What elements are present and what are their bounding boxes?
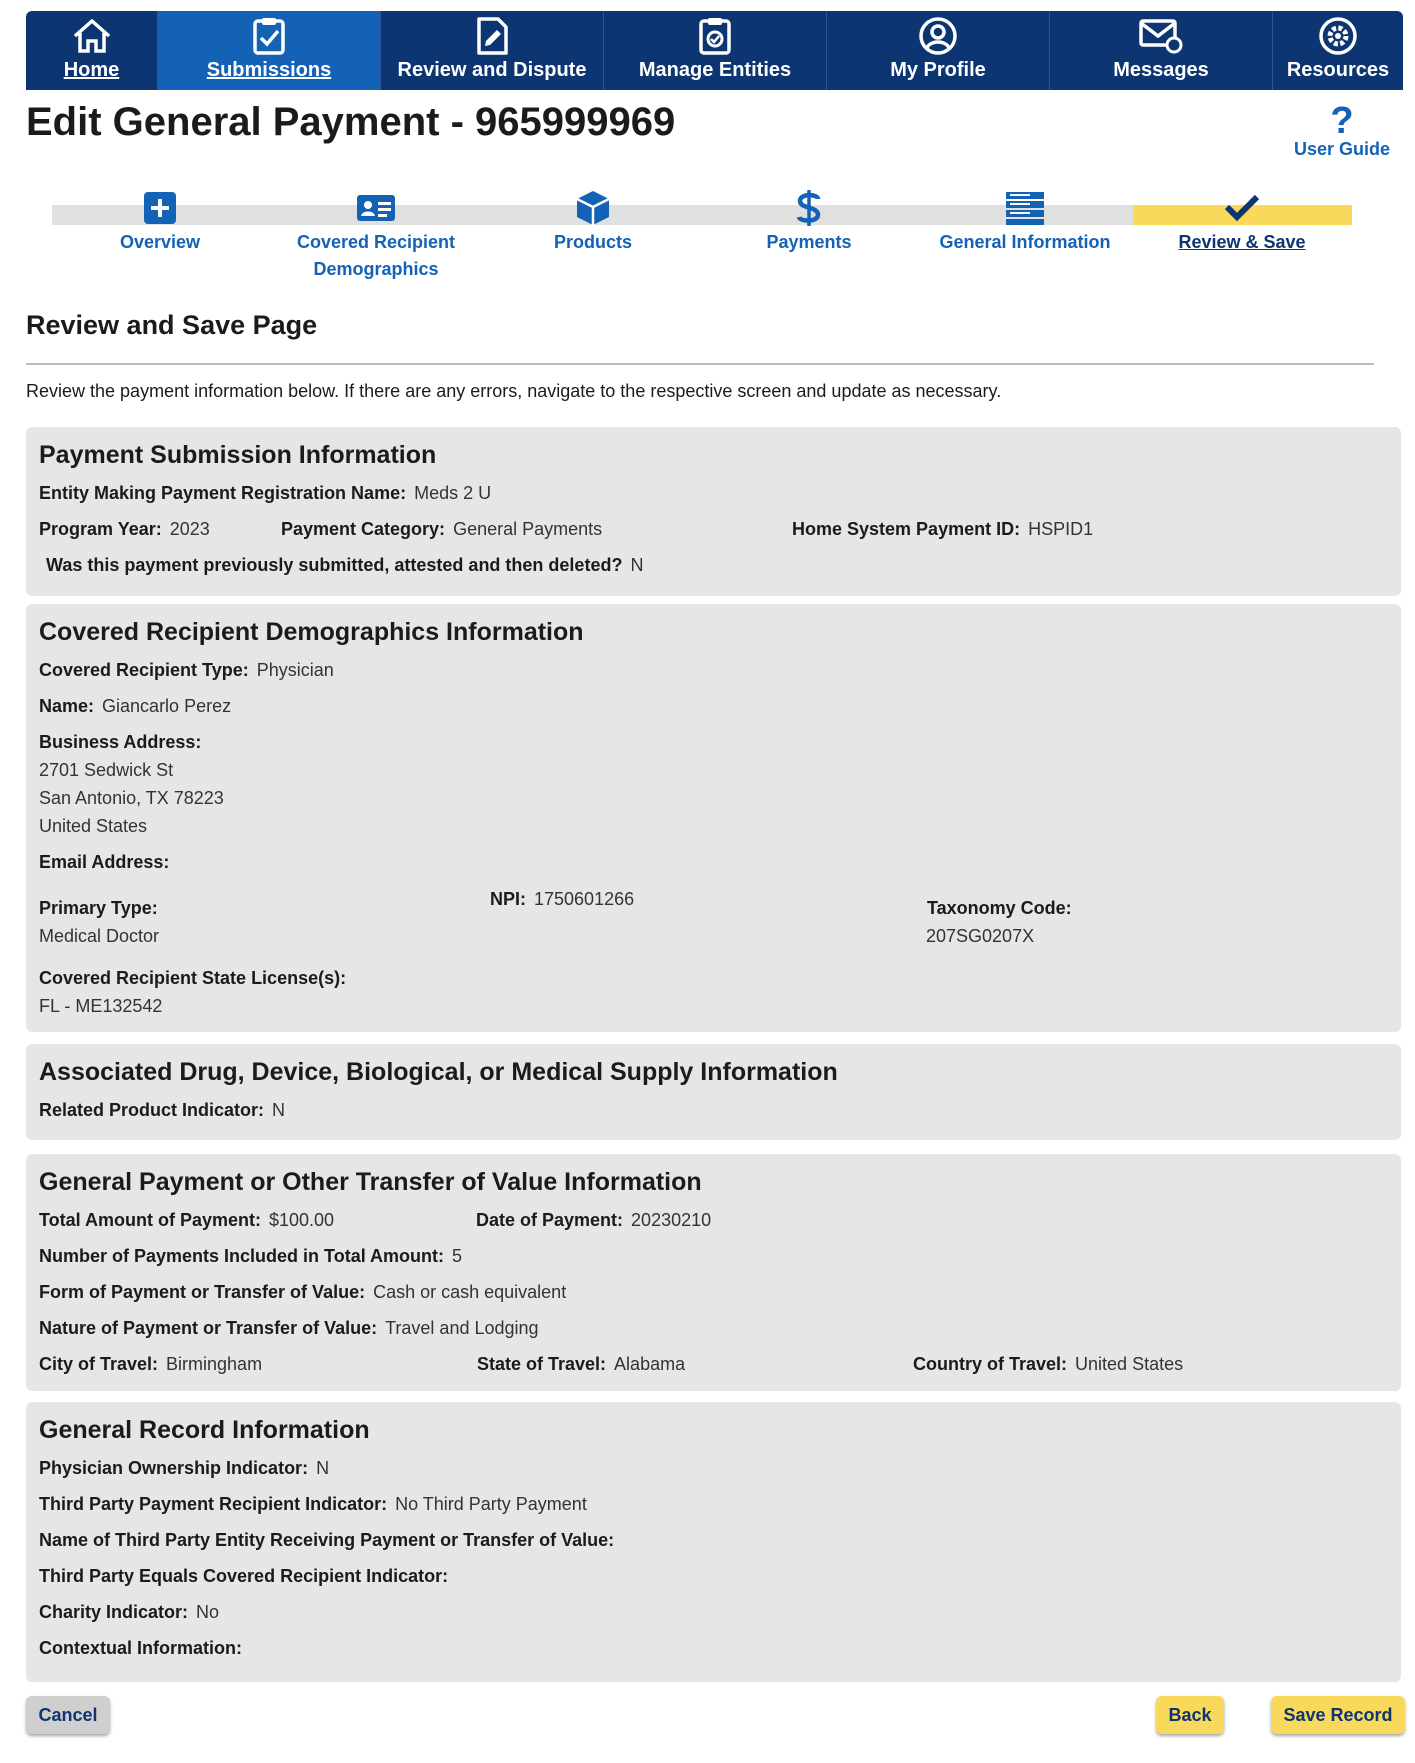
general-payment-heading: General Payment or Other Transfer of Value Information [39, 1168, 702, 1196]
home-icon [69, 16, 115, 56]
nav-manage-entities-label: Manage Entities [638, 59, 792, 81]
divider [26, 363, 1374, 365]
related-product-field: Related Product Indicator: N [39, 1100, 286, 1120]
recipient-name-field: Name: Giancarlo Perez [39, 696, 232, 716]
step-general-info[interactable] [920, 187, 1130, 256]
step-payments[interactable] [704, 187, 914, 256]
plus-square-icon [55, 187, 265, 229]
cancel-button[interactable]: Cancel [26, 1696, 110, 1734]
step-products[interactable] [488, 187, 698, 256]
demographics-heading: Covered Recipient Demographics Information [39, 618, 584, 646]
back-button[interactable]: Back [1156, 1696, 1224, 1734]
nav-my-profile-label: My Profile [890, 59, 986, 81]
payment-form-field: Form of Payment or Transfer of Value: Cash or cash equivalent [39, 1282, 567, 1302]
nav-manage-entities[interactable] [604, 11, 827, 90]
third-party-equals-label: Third Party Equals Covered Recipient Indicator: [39, 1566, 449, 1586]
document-edit-icon [469, 16, 515, 56]
step-demographics[interactable] [271, 187, 481, 283]
intro-text: Review the payment information below. If there are any errors, navigate to the respective screen and update as necessary. [26, 381, 1002, 401]
nav-resources[interactable] [1273, 11, 1403, 90]
nav-home-label: Home [63, 59, 120, 81]
address-line-1: 2701 Sedwick St [39, 760, 174, 780]
previously-deleted-field: Was this payment previously submitted, attested and then deleted? N [46, 555, 644, 575]
primary-type-label: Primary Type: [39, 898, 158, 918]
npi-field: NPI: 1750601266 [490, 889, 635, 909]
nav-my-profile[interactable] [827, 11, 1050, 90]
home-system-id-field: Home System Payment ID: HSPID1 [792, 519, 1094, 539]
checkmark-icon [1137, 187, 1347, 229]
general-record-panel [26, 1402, 1401, 1682]
nav-resources-label: Resources [1286, 59, 1390, 81]
ownership-field: Physician Ownership Indicator: N [39, 1458, 330, 1478]
third-party-field: Third Party Payment Recipient Indicator: No Third Party Payment [39, 1494, 587, 1514]
envelope-icon [1138, 16, 1184, 56]
email-label: Email Address: [39, 852, 170, 872]
travel-country-field: Country of Travel: United States [913, 1354, 1184, 1374]
progress-stepper [52, 195, 1352, 295]
nav-review-dispute-label: Review and Dispute [397, 59, 587, 81]
nav-home[interactable] [26, 11, 158, 90]
charity-field: Charity Indicator: No [39, 1602, 220, 1622]
taxonomy-value: 207SG0207X [926, 926, 1035, 946]
payment-submission-heading: Payment Submission Information [39, 441, 437, 469]
recipient-type-field: Covered Recipient Type: Physician [39, 660, 334, 680]
top-nav [26, 11, 1403, 90]
nav-messages[interactable] [1050, 11, 1273, 90]
license-value: FL - ME132542 [39, 996, 163, 1016]
business-address-label: Business Address: [39, 732, 202, 752]
product-panel [26, 1044, 1401, 1140]
demographics-panel [26, 604, 1401, 1032]
address-line-3: United States [39, 816, 148, 836]
general-record-heading: General Record Information [39, 1416, 370, 1444]
payment-count-field: Number of Payments Included in Total Amount: 5 [39, 1246, 463, 1266]
payment-nature-field: Nature of Payment or Transfer of Value: Travel and Lodging [39, 1318, 539, 1338]
nav-messages-label: Messages [1113, 59, 1209, 81]
general-payment-panel [26, 1154, 1401, 1391]
step-demographics-label: Covered Recipient Demographics [296, 232, 456, 279]
product-heading: Associated Drug, Device, Biological, or Medical Supply Information [39, 1058, 838, 1086]
dollar-icon [704, 187, 914, 229]
travel-state-field: State of Travel: Alabama [477, 1354, 686, 1374]
section-title: Review and Save Page [26, 310, 318, 340]
total-amount-field: Total Amount of Payment: $100.00 [39, 1210, 335, 1230]
box-icon [488, 187, 698, 229]
primary-type-value: Medical Doctor [39, 926, 160, 946]
clipboard-check-icon [246, 16, 292, 56]
step-overview[interactable] [55, 187, 265, 256]
contextual-info-label: Contextual Information: [39, 1638, 242, 1658]
nav-submissions-label: Submissions [206, 59, 332, 81]
clipboard-badge-icon [692, 16, 738, 56]
nav-submissions[interactable] [158, 11, 381, 90]
nav-review-dispute[interactable] [381, 11, 604, 90]
step-payments-label: Payments [766, 232, 852, 252]
step-general-info-label: General Information [939, 232, 1111, 252]
user-guide-link[interactable] [1287, 100, 1397, 160]
entity-field: Entity Making Payment Registration Name: Meds 2 U [39, 483, 492, 503]
payment-submission-panel [26, 427, 1401, 596]
question-icon: ? [1330, 100, 1354, 142]
travel-city-field: City of Travel: Birmingham [39, 1354, 263, 1374]
page-title: Edit General Payment - 965999969 [26, 100, 676, 144]
step-review-save-label: Review & Save [1178, 232, 1306, 252]
user-guide-label: User Guide [1293, 139, 1391, 159]
id-card-icon [271, 187, 481, 229]
license-label: Covered Recipient State License(s): [39, 968, 347, 988]
step-overview-label: Overview [119, 232, 201, 252]
taxonomy-label: Taxonomy Code: [927, 898, 1072, 918]
save-record-button[interactable]: Save Record [1271, 1696, 1405, 1734]
user-circle-icon [915, 16, 961, 56]
gear-icon [1315, 16, 1361, 56]
step-review-save[interactable] [1137, 187, 1347, 256]
list-icon [920, 187, 1130, 229]
step-products-label: Products [553, 232, 632, 252]
payment-category-field: Payment Category: General Payments [281, 519, 603, 539]
third-party-name-label: Name of Third Party Entity Receiving Payment or Transfer of Value: [39, 1530, 615, 1550]
program-year-field: Program Year: 2023 [39, 519, 210, 539]
address-line-2: San Antonio, TX 78223 [39, 788, 224, 808]
payment-date-field: Date of Payment: 20230210 [476, 1210, 712, 1230]
